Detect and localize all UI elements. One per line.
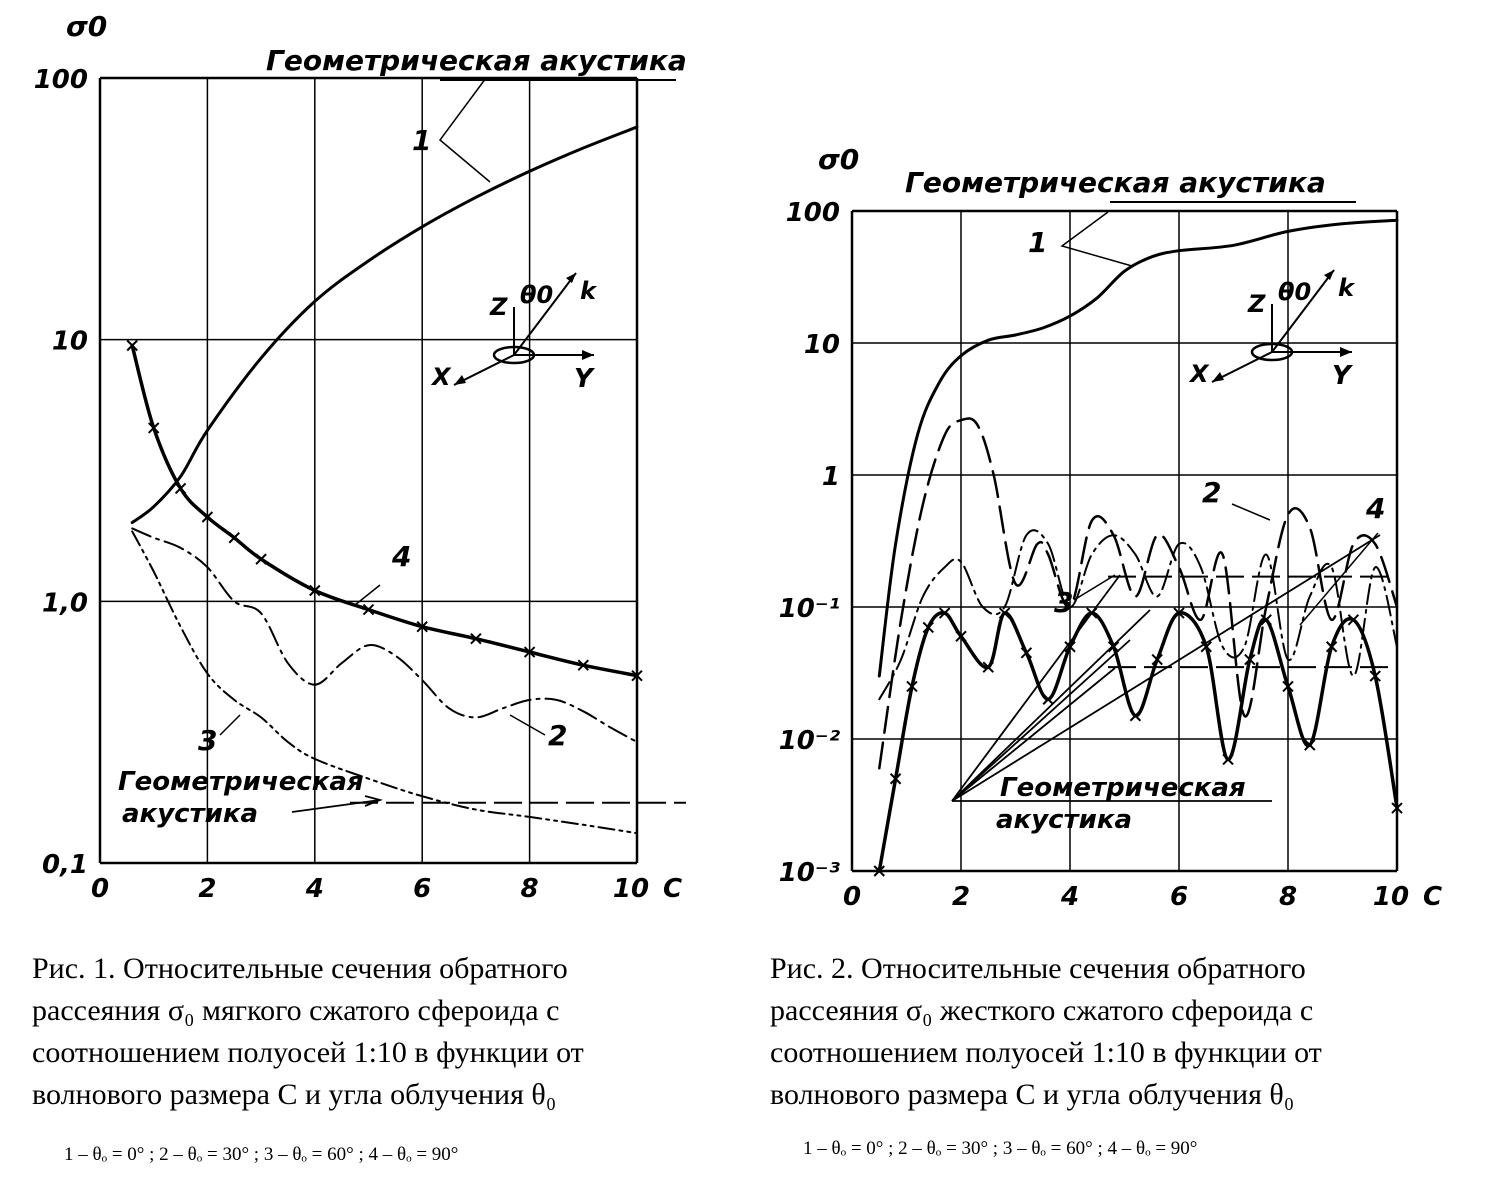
series-label-leader xyxy=(1232,504,1270,520)
k-label: k xyxy=(1338,274,1354,302)
figure-2-caption-line: волнового размера С и угла облучения θ₀ xyxy=(770,1078,1295,1111)
y-tick-label: 100 xyxy=(785,198,840,228)
x-tick-label: 10 xyxy=(612,874,650,904)
series-label-1: 1 xyxy=(412,124,432,157)
k-arrowhead-icon xyxy=(1324,270,1334,280)
y-axis-label: σ0 xyxy=(66,10,108,43)
x-axis-label-icon: X xyxy=(1190,360,1209,388)
geometric-acoustics-bottom-label: акустика xyxy=(996,805,1133,835)
x-tick-label: 6 xyxy=(413,874,432,904)
series-4-line xyxy=(879,613,1397,871)
y-tick-label: 10⁻² xyxy=(778,726,840,756)
y-tick-label: 10⁻³ xyxy=(778,858,840,888)
x-tick-label: 4 xyxy=(305,874,324,904)
x-axis-label: C xyxy=(1423,882,1443,912)
series-label-3: 3 xyxy=(198,724,218,757)
z-axis-label: Z xyxy=(1248,290,1266,318)
y-tick-label: 1 xyxy=(821,462,840,492)
geometric-acoustics-leader xyxy=(952,575,1120,801)
figure-1-caption-line: волнового размера С и угла облучения θ₀ xyxy=(32,1078,557,1111)
geometric-acoustics-top-label: Геометрическая акустика xyxy=(905,166,1326,199)
y-tick-label: 100 xyxy=(33,65,88,95)
coordinate-axes-icon xyxy=(1188,270,1356,391)
series-label-4: 4 xyxy=(392,540,412,573)
x-tick-label: 6 xyxy=(1169,882,1189,912)
x-tick-label: 2 xyxy=(198,874,217,904)
y-tick-label: 10 xyxy=(803,330,840,360)
x-arrowhead-icon xyxy=(1212,372,1224,382)
x-tick-label: 4 xyxy=(1060,882,1080,912)
y-tick-label: 10 xyxy=(51,326,88,357)
y-tick-label: 10⁻¹ xyxy=(778,594,840,624)
geometric-acoustics-top-label: Геометрическая акустика xyxy=(266,44,687,77)
figure-2-caption-line: Рис. 2. Относительные сечения обратного xyxy=(770,952,1306,985)
geometric-acoustics-bottom-label: акустика xyxy=(122,799,259,829)
y-axis-label: σ0 xyxy=(818,143,860,176)
z-axis-label: Z xyxy=(490,293,508,321)
x-tick-label: 8 xyxy=(520,874,539,904)
x-tick-label: 8 xyxy=(1278,882,1298,912)
figure-2-caption-line: соотношением полуосей 1:10 в функции от xyxy=(770,1036,1322,1069)
x-axis-label: C xyxy=(663,874,683,904)
series-label-2: 2 xyxy=(548,719,568,752)
geometric-acoustics-bottom-label: Геометрическая xyxy=(1000,773,1246,803)
series-label-leader xyxy=(1074,575,1115,600)
figure-2-caption-line: рассеяния σ₀ жесткого сжатого сфероида с xyxy=(770,994,1314,1027)
series-label-3: 3 xyxy=(1054,586,1074,619)
figure-2-legend: 1 – θₒ = 0° ; 2 – θₒ = 30° ; 3 – θₒ = 60° ; 4 – θₒ = 90° xyxy=(803,1138,1198,1159)
figure-1-caption xyxy=(32,948,732,1116)
y-tick-label: 1,0 xyxy=(41,588,88,619)
series-label-2: 2 xyxy=(1202,476,1222,509)
x-tick-label: 0 xyxy=(90,874,110,904)
series-3-line xyxy=(879,530,1397,699)
figure-1-caption-line: рассеяния σ₀ мягкого сжатого сфероида с xyxy=(32,994,560,1027)
x-tick-label: 0 xyxy=(842,882,862,912)
geometric-acoustics-bottom-label: Геометрическая xyxy=(118,767,364,797)
y-arrowhead-icon xyxy=(1340,347,1352,357)
figure-1-legend: 1 – θₒ = 0° ; 2 – θₒ = 30° ; 3 – θₒ = 60° ; 4 – θₒ = 90° xyxy=(64,1144,459,1165)
x-tick-label: 10 xyxy=(1372,882,1410,912)
figure-1-caption-line: Рис. 1. Относительные сечения обратного xyxy=(32,952,568,985)
series-label-leader xyxy=(1062,212,1132,266)
theta-label: θ0 xyxy=(1278,278,1312,306)
x-axis-label-icon: X xyxy=(432,363,451,391)
k-label: k xyxy=(580,277,596,305)
y-axis-label-icon: Y xyxy=(1332,361,1351,391)
figure-1-caption-line: соотношением полуосей 1:10 в функции от xyxy=(32,1036,584,1069)
series-4-marker xyxy=(1223,754,1233,764)
y-tick-label: 0,1 xyxy=(41,850,88,880)
series-label-1: 1 xyxy=(1028,226,1048,259)
y-axis-label-icon: Y xyxy=(574,364,593,394)
theta-label: θ0 xyxy=(520,281,554,309)
series-label-4: 4 xyxy=(1366,492,1386,525)
figure-2-caption xyxy=(770,948,1490,1116)
x-tick-label: 2 xyxy=(951,882,971,912)
